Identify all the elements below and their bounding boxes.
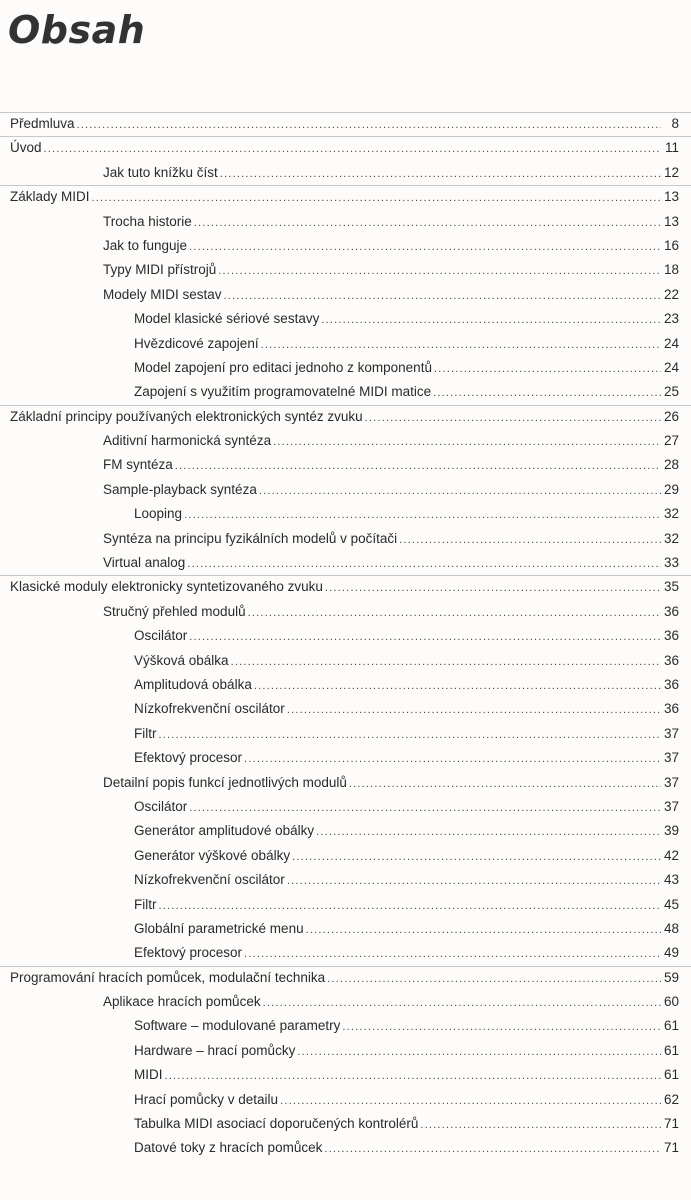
dot-leader	[433, 381, 661, 405]
toc-entry-title: Efektový procesor	[134, 945, 243, 961]
toc-entry-title: Oscilátor	[134, 798, 188, 814]
table-of-contents	[0, 112, 691, 1161]
toc-entry-page: 32	[663, 530, 679, 546]
toc-entry-title: Programování hracích pomůcek, modulační technika	[10, 969, 326, 985]
dot-leader	[327, 967, 661, 991]
toc-entry-page: 35	[663, 579, 679, 595]
dot-leader	[248, 601, 661, 625]
toc-entry[interactable]	[0, 844, 691, 868]
toc-entry[interactable]	[0, 697, 691, 721]
toc-entry-title: Datové toky z hracích pomůcek	[134, 1140, 323, 1156]
toc-entry-page: 37	[663, 750, 679, 766]
toc-entry-page: 33	[663, 555, 679, 571]
toc-entry-page: 39	[663, 823, 679, 839]
dot-leader	[287, 869, 661, 893]
toc-entry-page: 11	[664, 140, 679, 156]
toc-entry[interactable]	[0, 258, 691, 282]
toc-entry[interactable]	[0, 941, 691, 965]
toc-entry-page: 24	[663, 359, 679, 375]
toc-entry-title: Tabulka MIDI asociací doporučených kontrolérů	[134, 1116, 419, 1132]
toc-entry-page: 61	[663, 1018, 679, 1034]
dot-leader	[220, 162, 661, 186]
toc-entry-page: 37	[663, 798, 679, 814]
dot-leader	[420, 1113, 661, 1137]
toc-entry-title: Nízkofrekvenční oscilátor	[134, 701, 285, 717]
toc-entry-page: 36	[663, 603, 679, 619]
toc-entry-page: 18	[663, 262, 679, 278]
dot-leader	[187, 552, 661, 576]
toc-entry-title: Generátor výškové obálky	[134, 847, 291, 863]
toc-entry[interactable]	[0, 429, 691, 453]
dot-leader	[399, 528, 661, 552]
dot-leader	[194, 211, 661, 235]
toc-entry[interactable]	[0, 722, 691, 746]
toc-entry[interactable]	[0, 624, 691, 648]
toc-entry-title: Předmluva	[10, 116, 75, 131]
toc-entry-page: 36	[663, 652, 679, 668]
toc-entry-page: 36	[663, 676, 679, 692]
toc-entry-page: 60	[663, 994, 679, 1010]
toc-entry-title: Typy MIDI přístrojů	[103, 262, 217, 278]
toc-entry[interactable]	[0, 380, 691, 404]
toc-entry-title: Software – modulované parametry	[134, 1018, 341, 1034]
section-divider	[0, 966, 691, 967]
toc-entry-page: 71	[663, 1140, 679, 1156]
toc-entry-title: Looping	[134, 506, 183, 522]
toc-entry-page: 37	[663, 725, 679, 741]
toc-entry[interactable]	[0, 575, 691, 599]
toc-entry-title: Hvězdicové zapojení	[134, 335, 259, 351]
page-title: Obsah	[8, 8, 146, 52]
toc-entry-page: 28	[663, 457, 679, 473]
dot-leader	[244, 747, 661, 771]
toc-entry-page: 13	[663, 213, 679, 229]
toc-entry[interactable]	[0, 746, 691, 770]
toc-entry-title: Generátor amplitudové obálky	[134, 823, 315, 839]
toc-entry-title: Filtr	[134, 725, 157, 741]
toc-entry-title: Nízkofrekvenční oscilátor	[134, 872, 285, 888]
toc-entry-page: 36	[663, 701, 679, 717]
toc-entry-page: 36	[663, 628, 679, 644]
dot-leader	[261, 333, 661, 357]
toc-entry-title: FM syntéza	[103, 457, 173, 473]
dot-leader	[159, 723, 662, 747]
toc-entry[interactable]	[0, 185, 691, 209]
toc-entry-title: Trocha historie	[103, 213, 192, 229]
dot-leader	[321, 308, 661, 332]
toc-entry-title: Aplikace hracích pomůcek	[103, 994, 261, 1010]
dot-leader	[342, 1015, 661, 1039]
section-divider	[0, 575, 691, 576]
toc-entry[interactable]	[0, 966, 691, 990]
toc-entry-title: Globální parametrické menu	[134, 920, 304, 936]
section-divider	[0, 185, 691, 186]
dot-leader	[44, 137, 661, 161]
toc-entry-page: 22	[663, 286, 679, 302]
toc-entry[interactable]	[0, 1039, 691, 1063]
dot-leader	[297, 1040, 661, 1064]
dot-leader	[244, 942, 661, 966]
toc-entry-title: Výšková obálka	[134, 652, 229, 668]
dot-leader	[231, 650, 661, 674]
toc-entry-page: 61	[663, 1042, 679, 1058]
dot-leader	[316, 820, 661, 844]
toc-entry[interactable]	[0, 136, 691, 160]
toc-entry-title: Zapojení s využitím programovatelné MIDI matice	[134, 384, 432, 400]
toc-entry-title: Model klasické sériové sestavy	[134, 311, 320, 327]
toc-entry-title: Jak tuto knížku číst	[103, 164, 218, 180]
toc-entry-title: Hrací pomůcky v detailu	[134, 1091, 279, 1107]
dot-leader	[77, 113, 661, 137]
toc-entry-page: 27	[663, 433, 679, 449]
dot-leader	[292, 845, 661, 869]
toc-entry-title: Hardware – hrací pomůcky	[134, 1042, 296, 1058]
toc-entry-page: 23	[663, 311, 679, 327]
toc-entry-page: 59	[663, 969, 679, 985]
toc-entry[interactable]	[0, 478, 691, 502]
toc-entry[interactable]	[0, 819, 691, 843]
toc-entry-title: Klasické moduly elektronicky syntetizovaného zvuku	[10, 579, 323, 595]
section-divider	[0, 112, 691, 113]
toc-entry-title: Virtual analog	[103, 555, 186, 571]
toc-entry[interactable]	[0, 868, 691, 892]
toc-entry-title: Efektový procesor	[134, 750, 243, 766]
dot-leader	[189, 625, 661, 649]
toc-entry-page: 61	[663, 1067, 679, 1083]
toc-entry-page: 16	[663, 237, 679, 253]
toc-entry-page: 13	[663, 189, 679, 205]
toc-entry[interactable]	[0, 332, 691, 356]
toc-entry[interactable]	[0, 161, 691, 185]
toc-entry-title: Základní principy používaných elektronických syntéz zvuku	[10, 408, 363, 424]
toc-entry[interactable]	[0, 356, 691, 380]
dot-leader	[165, 1064, 662, 1088]
toc-entry[interactable]	[0, 600, 691, 624]
toc-entry-page: 29	[663, 481, 679, 497]
toc-entry-title: Základy MIDI	[10, 189, 90, 205]
toc-entry[interactable]	[0, 234, 691, 258]
dot-leader	[92, 186, 661, 210]
toc-entry-title: MIDI	[134, 1067, 163, 1083]
toc-entry-title: Stručný přehled modulů	[103, 603, 246, 619]
toc-entry-page: 42	[663, 847, 679, 863]
dot-leader	[263, 991, 661, 1015]
toc-entry-title: Amplitudová obálka	[134, 676, 252, 692]
toc-entry[interactable]	[0, 673, 691, 697]
toc-entry-page: 49	[663, 945, 679, 961]
dot-leader	[365, 406, 661, 430]
dot-leader	[218, 259, 661, 283]
toc-entry[interactable]	[0, 649, 691, 673]
toc-entry-title: Model zapojení pro editaci jednoho z komponentů	[134, 359, 432, 375]
dot-leader	[189, 235, 661, 259]
toc-entry[interactable]	[0, 1136, 691, 1160]
dot-leader	[324, 1137, 661, 1161]
toc-entry-title: Sample-playback syntéza	[103, 481, 257, 497]
toc-entry[interactable]	[0, 283, 691, 307]
toc-entry[interactable]	[0, 210, 691, 234]
toc-entry[interactable]	[0, 1088, 691, 1112]
toc-entry-page: 8	[671, 116, 679, 131]
toc-entry-page: 26	[663, 408, 679, 424]
toc-entry[interactable]	[0, 917, 691, 941]
toc-entry[interactable]	[0, 771, 691, 795]
dot-leader	[224, 284, 661, 308]
section-divider	[0, 405, 691, 406]
toc-entry-title: Detailní popis funkcí jednotlivých modulů	[103, 774, 347, 790]
toc-entry[interactable]	[0, 527, 691, 551]
toc-entry-title: Syntéza na principu fyzikálních modelů v počítači	[103, 530, 398, 546]
dot-leader	[349, 772, 661, 796]
dot-leader	[159, 894, 662, 918]
section-divider	[0, 136, 691, 137]
dot-leader	[306, 918, 661, 942]
toc-entry[interactable]	[0, 551, 691, 575]
dot-leader	[254, 674, 661, 698]
toc-entry-title: Oscilátor	[134, 628, 188, 644]
dot-leader	[175, 454, 661, 478]
toc-entry[interactable]	[0, 893, 691, 917]
toc-entry[interactable]	[0, 1063, 691, 1087]
toc-entry[interactable]	[0, 1112, 691, 1136]
toc-entry-title: Filtr	[134, 896, 157, 912]
toc-entry-page: 48	[663, 920, 679, 936]
toc-entry[interactable]	[0, 405, 691, 429]
dot-leader	[287, 698, 661, 722]
toc-entry[interactable]	[0, 502, 691, 526]
toc-entry-title: Úvod	[10, 140, 42, 156]
toc-entry[interactable]	[0, 1014, 691, 1038]
toc-entry[interactable]	[0, 453, 691, 477]
toc-entry-page: 43	[663, 872, 679, 888]
toc-entry-page: 25	[663, 384, 679, 400]
toc-entry-page: 37	[663, 774, 679, 790]
toc-entry-page: 62	[663, 1091, 679, 1107]
toc-entry[interactable]	[0, 795, 691, 819]
dot-leader	[184, 503, 661, 527]
dot-leader	[434, 357, 661, 381]
dot-leader	[280, 1089, 661, 1113]
dot-leader	[259, 479, 661, 503]
toc-entry-page: 12	[663, 164, 679, 180]
toc-entry-title: Modely MIDI sestav	[103, 286, 222, 302]
toc-entry[interactable]	[0, 112, 691, 136]
toc-entry-page: 45	[663, 896, 679, 912]
toc-entry-page: 24	[663, 335, 679, 351]
toc-entry-title: Aditivní harmonická syntéza	[103, 433, 272, 449]
toc-entry-page: 32	[663, 506, 679, 522]
dot-leader	[325, 576, 661, 600]
dot-leader	[273, 430, 661, 454]
toc-entry-title: Jak to funguje	[103, 237, 188, 253]
dot-leader	[189, 796, 661, 820]
toc-entry-page: 71	[663, 1116, 679, 1132]
toc-entry[interactable]	[0, 990, 691, 1014]
toc-entry[interactable]	[0, 307, 691, 331]
